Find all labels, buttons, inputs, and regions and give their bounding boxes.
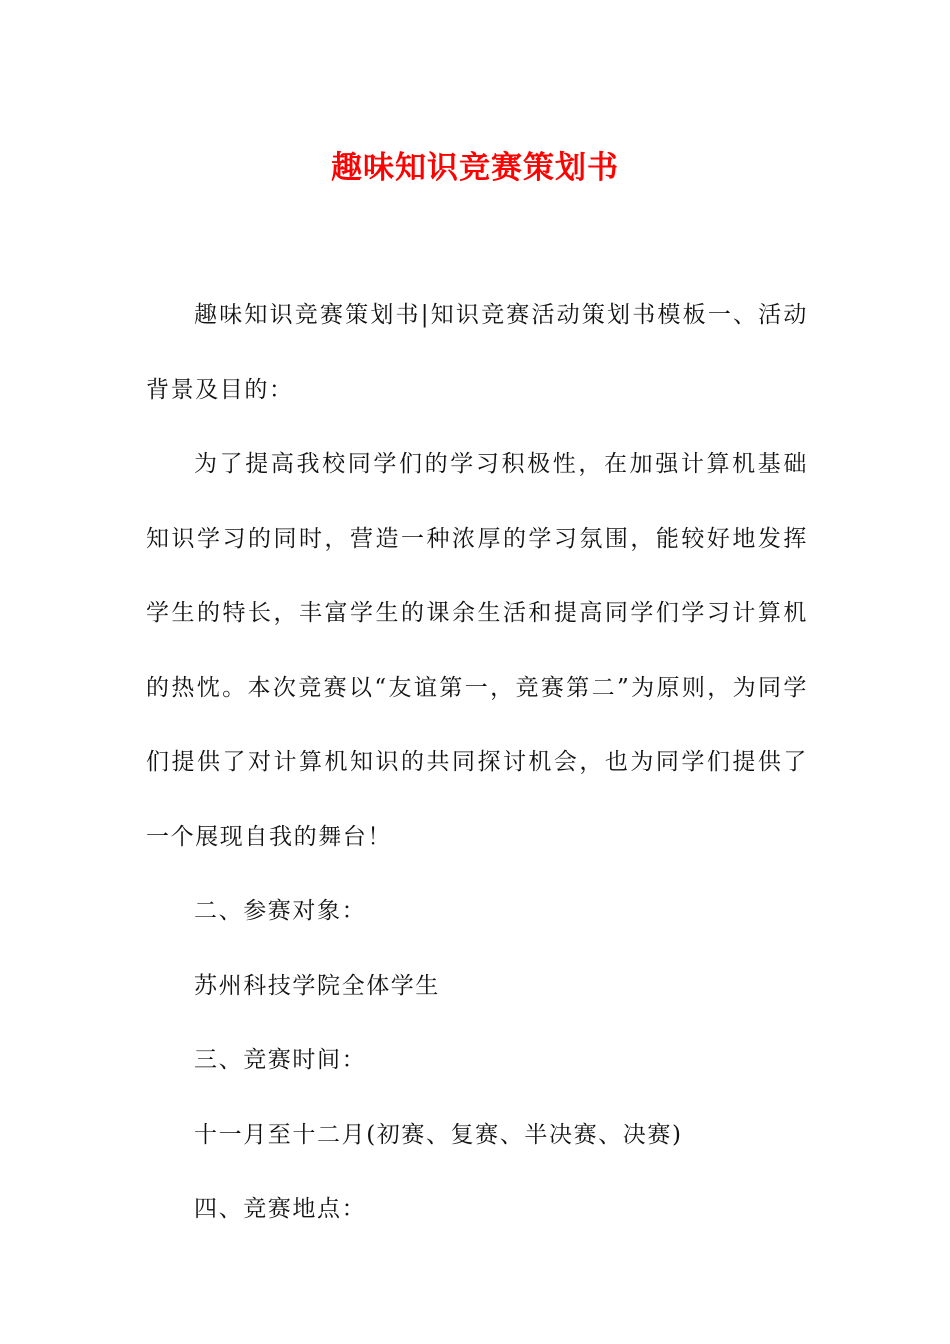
paragraph-time: 十一月至十二月(初赛、复赛、半决赛、决赛) [194, 1121, 683, 1148]
heading-participants: 二、参赛对象： [194, 898, 367, 924]
document-title: 趣味知识竞赛策划书 [331, 150, 619, 186]
heading-location: 四、竞赛地点： [194, 1196, 367, 1222]
paragraph-participants: 苏州科技学院全体学生 [194, 972, 440, 999]
paragraph-intro: 趣味知识竞赛策划书|知识竞赛活动策划书模板一、活动背景及目的： [146, 302, 808, 403]
paragraph-background: 为了提高我校同学们的学习积极性，在加强计算机基础知识学习的同时，营造一种浓厚的学习氛围，能较好地发挥学生的特长，丰富学生的课余生活和提高同学们学习计算机的热忱。本次竞赛以“友谊第一，竞赛第二”为原则，为同学们提供了对计算机知识的共同探讨机会，也为同学们提供了一个展现自我的舞台！ [146, 451, 808, 850]
heading-time: 三、竞赛时间： [194, 1047, 367, 1073]
document-body [146, 278, 808, 1247]
